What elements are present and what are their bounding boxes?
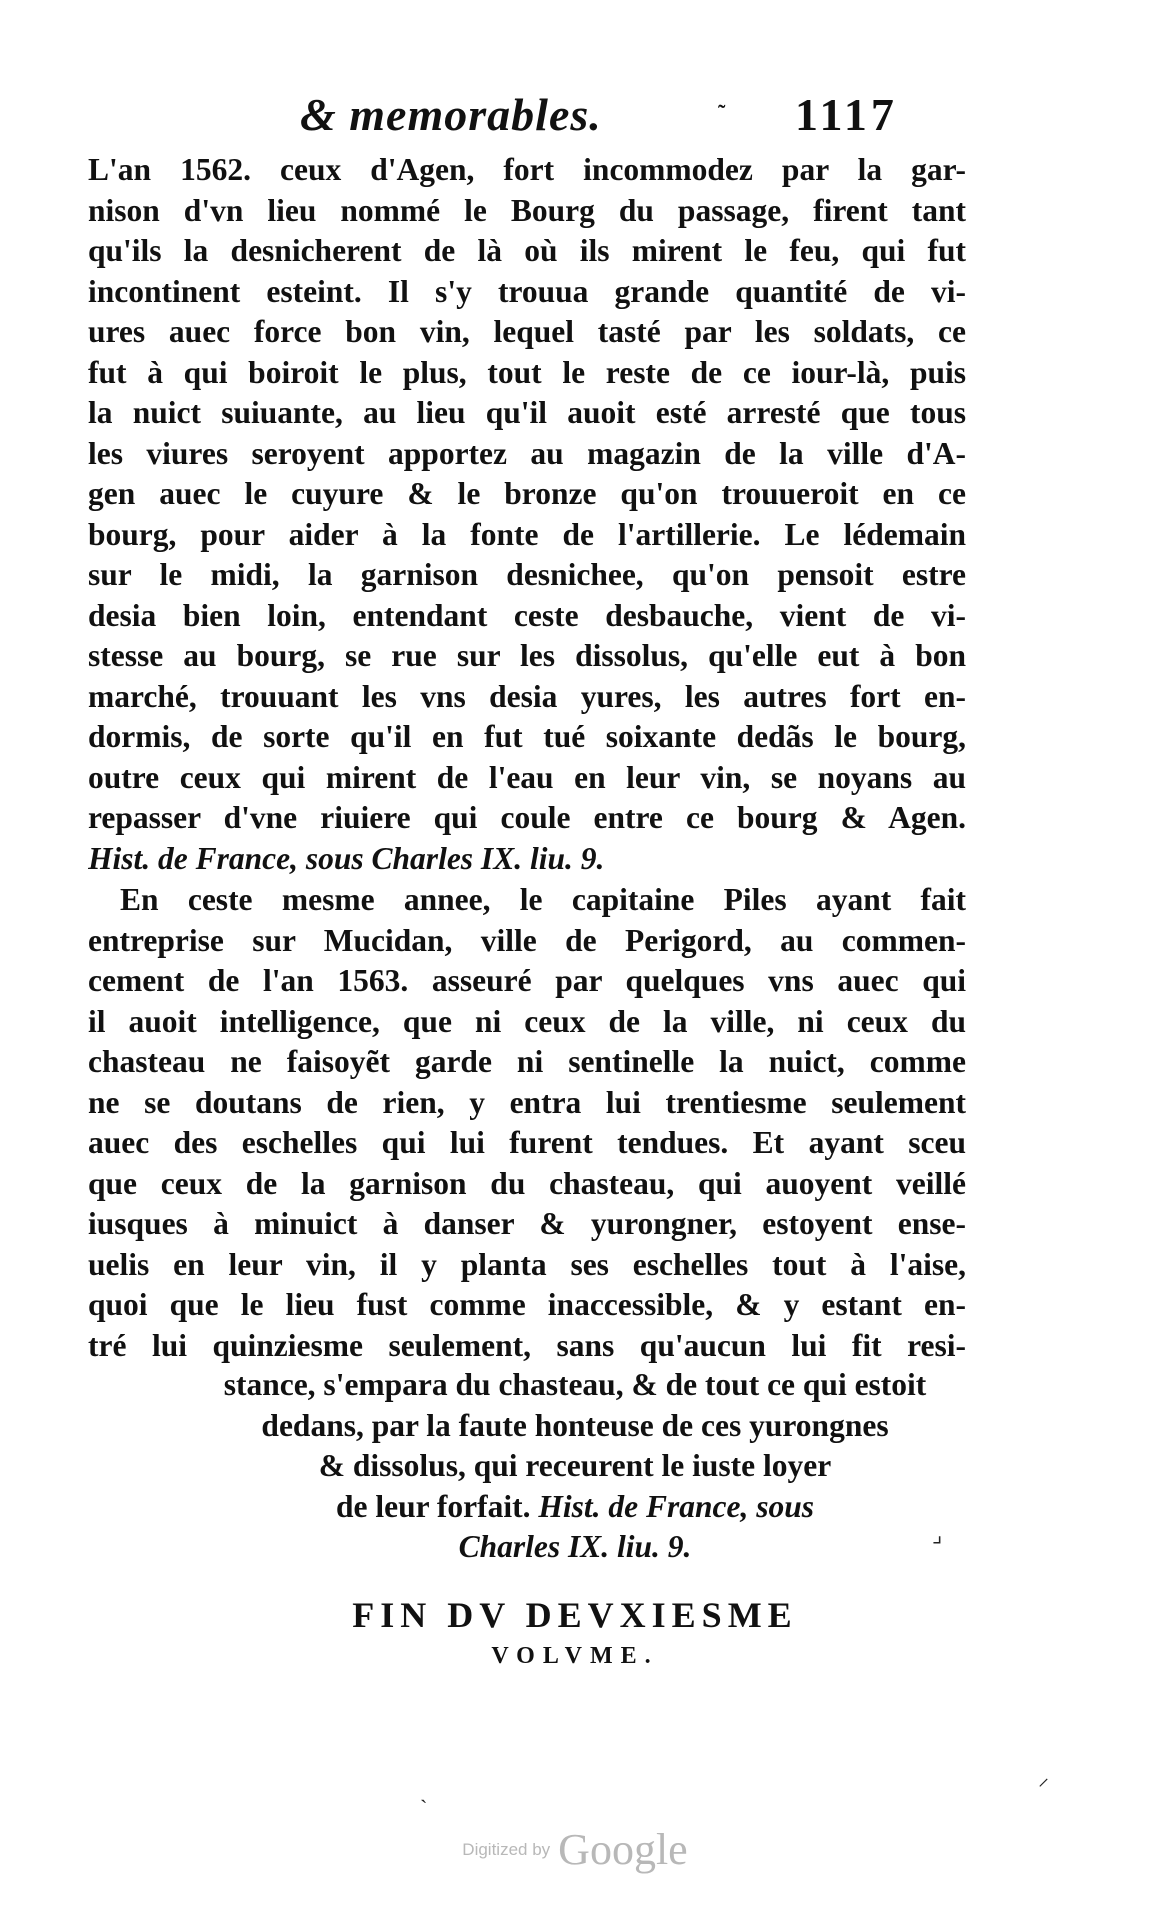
text-line: desia bien loin, entendant ceste desbauche, vient de vi- (88, 597, 966, 633)
text-line: les viures seroyent apportez au magazin de la ville d'A- (88, 435, 966, 471)
text-line: iusques à minuict à danser & yurongner, estoyent ense- (88, 1206, 966, 1241)
text-line: L'an 1562. ceux d'Agen, fort incommodez par la gar- (88, 152, 966, 187)
text-line: & dissolus, qui receurent le iuste loyer (318, 1448, 832, 1483)
text-line: que ceux de la garnison du chasteau, qui auoyent veillé (88, 1165, 966, 1201)
text-line: ne se doutans de rien, y entra lui trentiesme seulement (88, 1084, 966, 1120)
text-line: ures auec force bon vin, lequel tasté par les soldats, ce (88, 314, 966, 349)
text-line: stance, s'empara du chasteau, & de tout ce qui estoit (223, 1367, 927, 1402)
text-line: uelis en leur vin, il y planta ses eschelles tout à l'aise, (88, 1246, 966, 1282)
text-line: sur le midi, la garnison desnichee, qu'on pensoit estre (88, 557, 966, 592)
text-line: stesse au bourg, se rue sur les dissolus, qu'elle eut à bon (88, 638, 966, 673)
digitized-by-watermark (0, 1824, 1150, 1875)
citation: Charles IX. liu. 9. (458, 1529, 692, 1564)
text-line: la nuict suiuante, au lieu qu'il auoit esté arresté que tous (88, 395, 966, 430)
paragraph-2-tail (0, 1365, 1150, 1568)
text-line: nison d'vn lieu nommé le Bourg du passage, firent tant (88, 192, 966, 228)
scan-mark: ˎ (420, 1778, 428, 1803)
text-line: repasser d'vne riuiere qui coule entre ce bourg & Agen. (88, 800, 966, 835)
text-fragment: de leur forfait. (335, 1488, 531, 1524)
text-line: En ceste mesme annee, le capitaine Piles ayant fait (120, 882, 966, 917)
text-line: outre ceux qui mirent de l'eau en leur vin, se noyans au (88, 759, 966, 795)
ending-line-2: VOLVME. (491, 1643, 659, 1669)
scan-mark-top: ˜ (718, 100, 726, 125)
text-line: fut à qui boiroit le plus, tout le reste de ce iour-là, puis (88, 354, 966, 390)
running-head: & memorables. (300, 89, 602, 140)
citation: Hist. de France, sous Charles IX. liu. 9. (88, 840, 605, 876)
scan-mark: ⌟ (932, 1522, 943, 1547)
text-line: marché, trouuant les vns desia yures, les autres fort en- (88, 678, 966, 714)
text-line: gen auec le cuyure & le bronze qu'on trouueroit en ce (88, 476, 966, 511)
paragraph-1 (88, 150, 966, 879)
text-line: bourg, pour aider à la fonte de l'artillerie. Le lédemain (88, 516, 966, 552)
text-line: chasteau ne faisoyẽt garde ni sentinelle la nuict, comme (88, 1044, 966, 1079)
text-line: dormis, de sorte qu'il en fut tué soixante dedãs le bourg, (88, 719, 966, 754)
text-line: il auoit intelligence, que ni ceux de la ville, ni ceux du (88, 1003, 966, 1039)
text-line: qu'ils la desnicherent de là où ils mirent le feu, qui fut (88, 233, 966, 268)
text-line: cement de l'an 1563. asseuré par quelques vns auec qui (88, 963, 966, 998)
text-line: tré lui quinziesme seulement, sans qu'aucun lui fit resi- (88, 1327, 966, 1363)
text-line: auec des eschelles qui lui furent tendues. Et ayant sceu (88, 1125, 966, 1160)
ending-title (0, 1592, 1150, 1674)
paragraph-2 (88, 880, 966, 1366)
citation: Hist. de France, sous (538, 1488, 815, 1524)
ending-line-1: FIN DV DEVXIESME (352, 1595, 798, 1635)
text-line: entreprise sur Mucidan, ville de Perigord, au commen- (88, 922, 966, 958)
text-line: dedans, par la faute honteuse de ces yurongnes (261, 1407, 889, 1443)
text-line (0, 1487, 1150, 1528)
text-line: incontinent esteint. Il s'y trouua grande quantité de vi- (88, 273, 966, 309)
watermark-logo-text: Google (558, 1825, 688, 1874)
text-line: quoi que le lieu fust comme inaccessible, & y estant en- (88, 1287, 966, 1322)
scan-mark: ⸝ (1038, 1765, 1050, 1790)
page-number: 1117 (795, 89, 898, 140)
watermark-small-text: Digitized by (462, 1839, 551, 1859)
